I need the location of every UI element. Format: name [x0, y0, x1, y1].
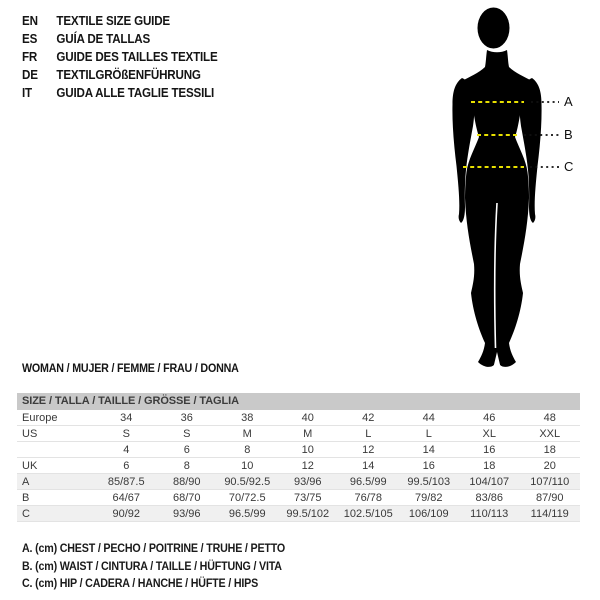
- size-cell: 36: [180, 411, 193, 424]
- size-cell: 73/75: [293, 491, 322, 504]
- size-cell: 106/109: [408, 507, 449, 520]
- measure-label-b: B: [564, 127, 573, 142]
- size-table: [17, 410, 580, 522]
- size-cell: 93/96: [172, 507, 201, 520]
- silhouette-head: [478, 8, 510, 49]
- size-cell: 12: [362, 443, 375, 456]
- size-cell: 6: [183, 443, 190, 456]
- measure-label-c: C: [564, 159, 574, 174]
- language-title-text: GUIDE DES TAILLES TEXTILE: [56, 50, 218, 64]
- language-title-text: TEXTILE SIZE GUIDE: [56, 14, 170, 28]
- language-title-row: [22, 84, 218, 102]
- size-cell: 96.5/99: [349, 475, 387, 488]
- size-cell: 12: [301, 459, 314, 472]
- size-cell: 48: [543, 411, 556, 424]
- size-cell: 87/90: [535, 491, 564, 504]
- row-label: UK: [22, 459, 38, 472]
- row-label: US: [22, 427, 38, 440]
- woman-silhouette-figure: [430, 0, 600, 380]
- size-cell: 102.5/105: [343, 507, 393, 520]
- size-cell: 8: [183, 459, 190, 472]
- size-cell: 14: [422, 443, 435, 456]
- table-row: [17, 426, 580, 442]
- size-cell: 76/78: [354, 491, 383, 504]
- table-row: [17, 458, 580, 474]
- size-cell: 10: [301, 443, 314, 456]
- legend-line: C. (cm) HIP / CADERA / HANCHE / HÜFTE / HIPS: [22, 578, 259, 590]
- size-cell: XL: [482, 427, 496, 440]
- language-code: IT: [22, 86, 32, 100]
- size-cell: 40: [301, 411, 314, 424]
- size-cell: 42: [362, 411, 375, 424]
- size-table-header-bar: SIZE / TALLA / TAILLE / GRÖSSE / TAGLIA: [17, 393, 580, 410]
- size-cell: L: [425, 427, 432, 440]
- size-cell: 18: [543, 443, 556, 456]
- size-cell: 18: [483, 459, 496, 472]
- size-cell: 4: [123, 443, 130, 456]
- size-cell: 85/87.5: [107, 475, 145, 488]
- table-row: [17, 506, 580, 522]
- size-cell: 104/107: [469, 475, 510, 488]
- size-cell: 70/72.5: [228, 491, 266, 504]
- row-label: C: [22, 507, 30, 520]
- size-cell: 16: [422, 459, 435, 472]
- size-cell: L: [365, 427, 372, 440]
- size-cell: S: [122, 427, 130, 440]
- size-cell: 88/90: [172, 475, 201, 488]
- size-cell: 44: [422, 411, 435, 424]
- table-row: [17, 410, 580, 426]
- size-cell: XXL: [539, 427, 561, 440]
- language-title-text: TEXTILGRÖßENFÜHRUNG: [56, 68, 201, 82]
- size-cell: 90/92: [112, 507, 141, 520]
- language-code: ES: [22, 32, 38, 46]
- size-cell: 20: [543, 459, 556, 472]
- size-cell: 38: [241, 411, 254, 424]
- measurement-legend: [22, 543, 285, 596]
- size-cell: 79/82: [414, 491, 443, 504]
- row-label: [17, 442, 96, 458]
- size-table-section: [17, 393, 580, 522]
- row-label: B: [22, 491, 30, 504]
- table-row: [17, 442, 580, 458]
- size-cell: 83/86: [475, 491, 504, 504]
- size-cell: 99.5/102: [286, 507, 330, 520]
- row-label: Europe: [22, 411, 58, 424]
- size-cell: 8: [244, 443, 251, 456]
- size-cell: 64/67: [112, 491, 141, 504]
- language-code: DE: [22, 68, 38, 82]
- size-cell: 93/96: [293, 475, 322, 488]
- measure-label-a: A: [564, 94, 573, 109]
- size-cell: 68/70: [172, 491, 201, 504]
- size-cell: 99.5/103: [407, 475, 451, 488]
- legend-line: A. (cm) CHEST / PECHO / POITRINE / TRUHE / PETTO: [22, 543, 286, 555]
- size-cell: M: [242, 427, 252, 440]
- language-title-row: [22, 12, 218, 30]
- size-cell: 90.5/92.5: [224, 475, 271, 488]
- size-cell: 6: [123, 459, 130, 472]
- table-row: [17, 474, 580, 490]
- language-title-row: [22, 48, 218, 66]
- size-cell: M: [303, 427, 313, 440]
- language-code: EN: [22, 14, 38, 28]
- legend-line: B. (cm) WAIST / CINTURA / TAILLE / HÜFTUNG / VITA: [22, 560, 282, 573]
- size-cell: 14: [362, 459, 375, 472]
- size-cell: 46: [483, 411, 496, 424]
- table-row: [17, 490, 580, 506]
- size-cell: 34: [120, 411, 133, 424]
- size-cell: 110/113: [470, 507, 509, 520]
- table-title: WOMAN / MUJER / FEMME / FRAU / DONNA: [22, 363, 239, 375]
- language-title-block: [22, 12, 218, 102]
- size-cell: 96.5/99: [228, 507, 266, 520]
- language-title-text: GUIDA ALLE TAGLIE TESSILI: [56, 86, 215, 100]
- size-cell: 107/110: [530, 475, 570, 488]
- size-cell: 16: [483, 443, 496, 456]
- language-title-row: [22, 30, 218, 48]
- language-title-row: [22, 66, 218, 84]
- language-title-text: GUÍA DE TALLAS: [56, 32, 151, 46]
- size-cell: 114/119: [530, 507, 569, 520]
- size-cell: S: [183, 427, 191, 440]
- row-label: A: [22, 475, 30, 488]
- language-code: FR: [22, 50, 38, 64]
- size-cell: 10: [241, 459, 254, 472]
